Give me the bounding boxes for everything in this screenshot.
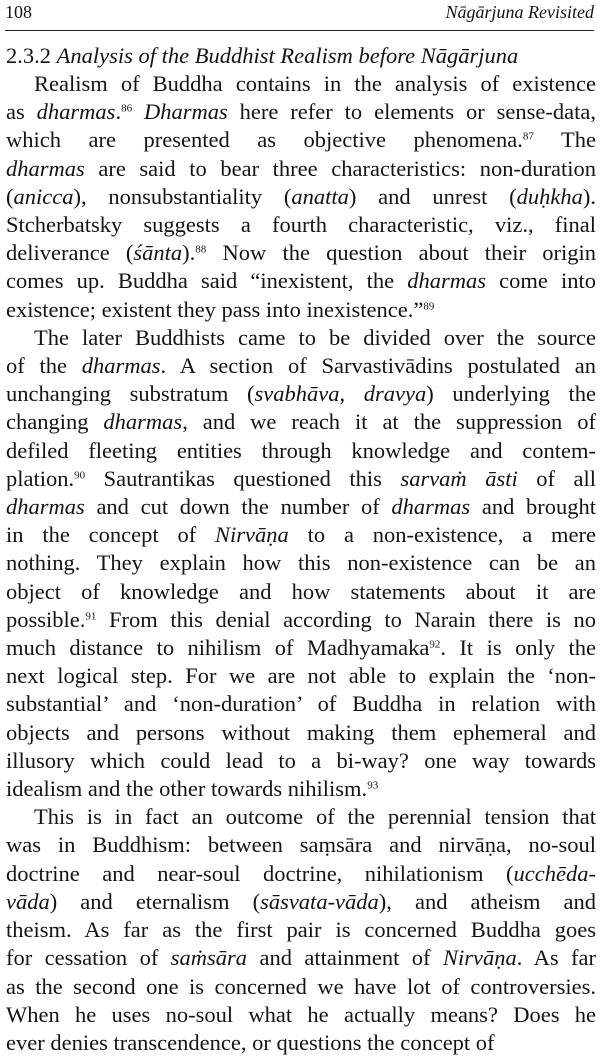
text-line: deliverance (śānta).$^{88}$ Now the question about their origin <box>6 240 596 266</box>
text-line: as the second one is concerned we have lot of controversies. <box>6 973 596 999</box>
text-line: vāda) and eternalism (sāsvata-vāda), and atheism and <box>6 888 596 914</box>
text-line: (anicca), nonsubstantiality (anatta) and unrest (duḥkha). <box>6 183 596 209</box>
paragraph <box>6 70 596 324</box>
text-line: defiled fleeting entities through knowledge and contem- <box>6 437 596 463</box>
paragraph <box>6 324 596 803</box>
text-line: for cessation of saṁsāra and attainment of Nirvāṇa. As far <box>6 945 596 971</box>
section-number: 2.3.2 <box>6 43 51 68</box>
text-line: nothing. They explain how this non-existence can be an <box>6 550 596 576</box>
text-line: much distance to nihilism of Madhyamaka$^{92}$. It is only the <box>6 635 596 661</box>
section-title: Analysis of the Buddhist Realism before Nāgārjuna <box>56 43 519 68</box>
text-line: theism. As far as the first pair is concerned Buddha goes <box>6 917 596 943</box>
text-line: next logical step. For we are not able to explain the ‘non- <box>6 663 596 689</box>
text-line: Realism of Buddha contains in the analysis of existence <box>34 71 596 96</box>
page-header <box>5 0 594 34</box>
text-line: changing dharmas, and we reach it at the suppression of <box>6 409 596 435</box>
text-line: doctrine and near-soul doctrine, nihilationism (ucchēda- <box>6 860 596 886</box>
text-line: The later Buddhists came to be divided over the source <box>34 324 596 350</box>
text-line: existence; existent they pass into inexistence.”$^{89}$ <box>6 296 435 322</box>
page-number: 108 <box>5 2 32 22</box>
text-line: dharmas and cut down the number of dharmas and brought <box>6 494 596 520</box>
header-rule <box>5 30 594 31</box>
text-line: which are presented as objective phenomena.$^{87}$ The <box>6 127 596 153</box>
text-line: This is in fact an outcome of the perennial tension that <box>34 804 596 830</box>
text-line: dharmas are said to bear three characteristics: non-duration <box>6 155 596 181</box>
text-line: plation.$^{90}$ Sautrantikas questioned this sarvaṁ āsti of all <box>6 465 596 491</box>
text-line: possible.$^{91}$ From this denial according to Narain there is no <box>6 606 596 632</box>
text-line: ever denies transcendence, or questions the concept of <box>6 1029 495 1055</box>
body-text <box>6 70 596 1057</box>
text-line: Stcherbatsky suggests a fourth characteristic, viz., final <box>6 212 596 238</box>
text-line: of the dharmas. A section of Sarvastivādins postulated an <box>6 353 596 379</box>
text-line: unchanging substratum (svabhāva, dravya) underlying the <box>6 381 596 407</box>
text-line: as dharmas.$^{86}$ Dharmas here refer to elements or sense-data, <box>6 99 596 125</box>
paragraph <box>6 803 596 1057</box>
text-line: When he uses no-soul what he actually means? Does he <box>6 1001 596 1027</box>
text-line: illusory which could lead to a bi-way? one way towards <box>6 747 596 773</box>
text-line: idealism and the other towards nihilism.$^{93}$ <box>6 776 379 802</box>
text-line: comes up. Buddha said “inexistent, the dharmas come into <box>6 268 596 294</box>
text-line: object of knowledge and how statements about it are <box>6 578 596 604</box>
text-line: substantial’ and ‘non-duration’ of Buddha in relation with <box>6 691 596 717</box>
section-heading <box>6 42 518 70</box>
text-line: was in Buddhism: between saṃsāra and nirvāṇa, no-soul <box>6 832 596 858</box>
running-head: Nāgārjuna Revisited <box>445 2 594 22</box>
text-line: in the concept of Nirvāṇa to a non-existence, a mere <box>6 522 596 548</box>
text-line: objects and persons without making them ephemeral and <box>6 719 596 745</box>
